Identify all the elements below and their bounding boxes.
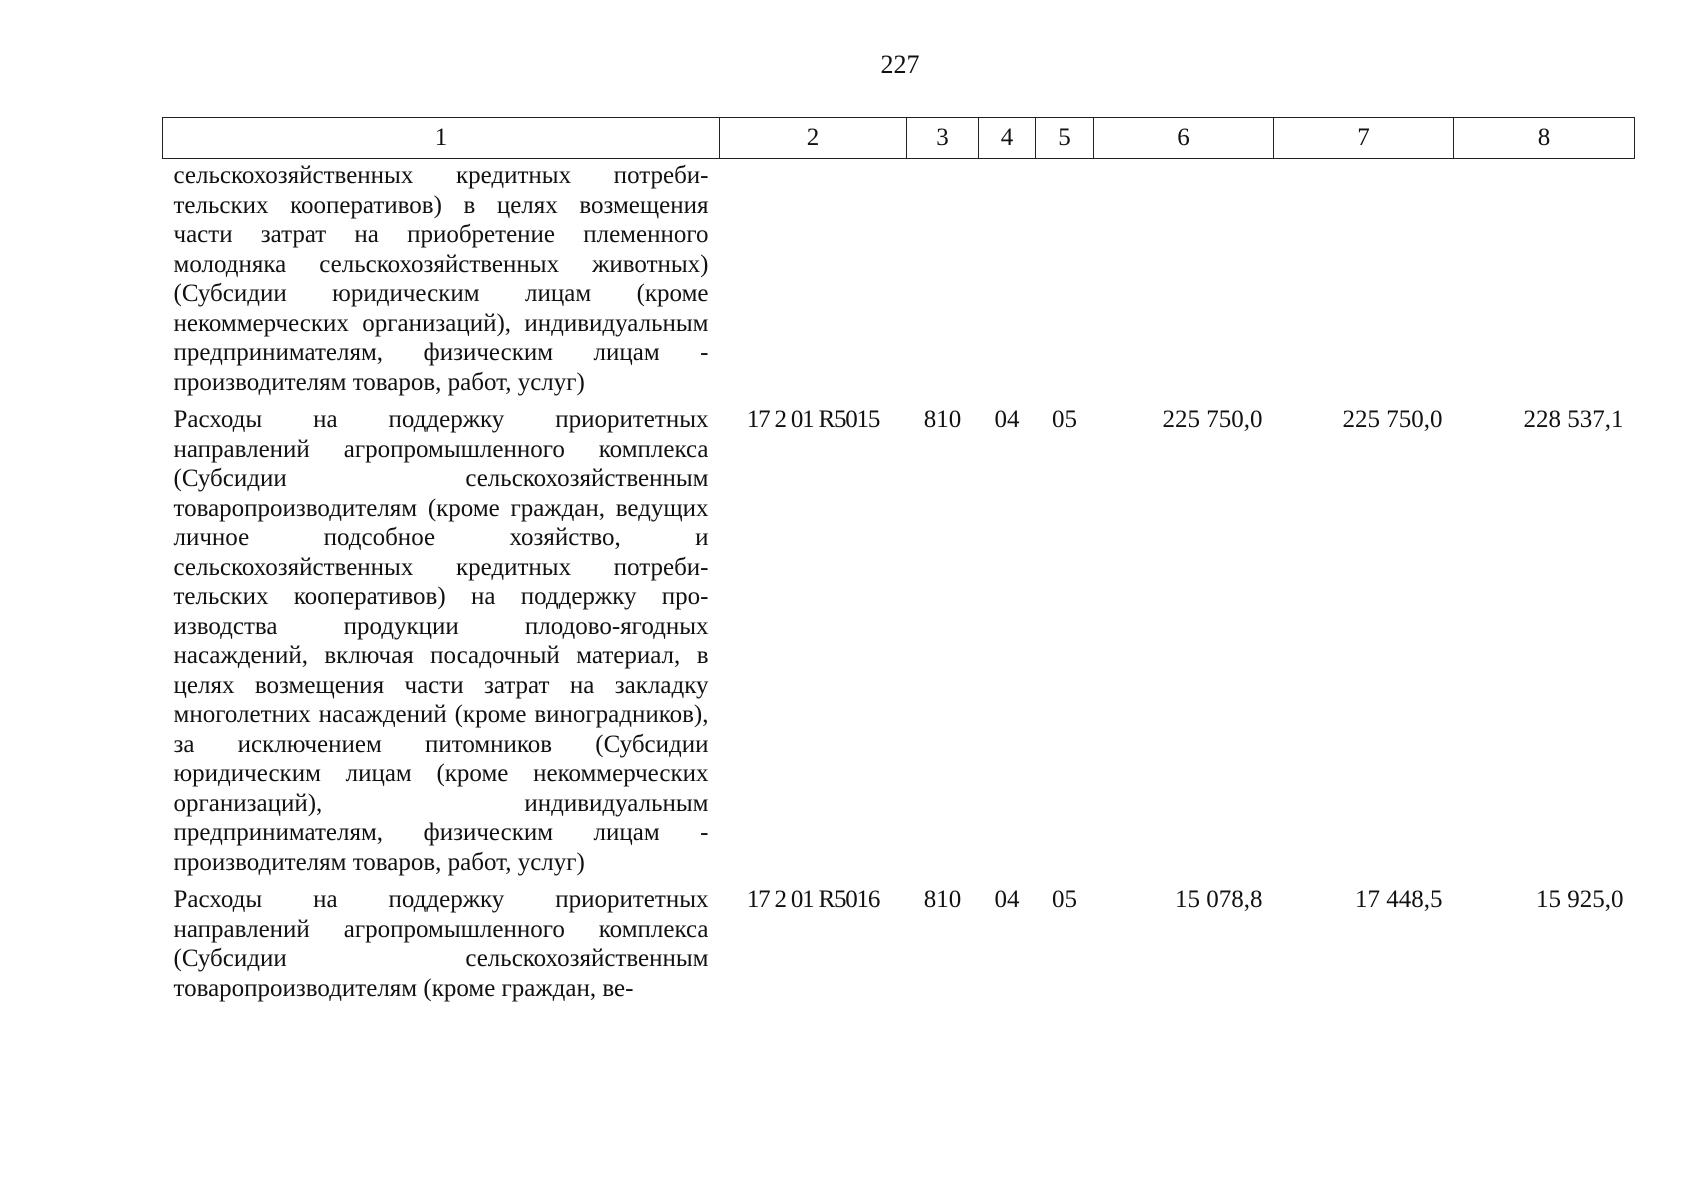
row-col-5: [1036, 159, 1094, 398]
row-col-4: [979, 159, 1036, 398]
row-code: [720, 159, 907, 398]
row-col-4: 04: [994, 406, 1020, 433]
row-description: Расходы на поддержку приоритетных направлений агропромышленного комплекса (Субсидии сельскохозяйственным товаропроизводителям (кроме граждан, ведущих личное подсобное хозяйство, и сельскохозяйственных кредитных потребительских кооперативов) на поддержку производства продукции плодово-ягодных насаждений, включая посадочный материал, в целях возмещения части затрат на закладку многолетних насаждений (кроме виноградников), за исключением питомников (Субсидии юридическим лицам (кроме некоммерческих организаций), индивидуальным предпринимателям, физическим лицам - производителям товаров, работ, услуг): [173, 406, 709, 876]
row-description: сельскохозяйственных кредитных потребительских кооперативов) в целях возмещения части затрат на приобретение племенного молодняка сельскохозяйственных животных) (Субсидии юридическим лицам (кроме некоммерческих организаций), индивидуальным предпринимателям, физическим лицам - производителям товаров, работ, услуг): [173, 162, 709, 396]
row-description: Расходы на поддержку приоритетных направлений агропромышленного комплекса (Субсидии сельскохозяйственным товаропроизводителям (кроме граждан, ве-: [173, 886, 709, 1002]
row-col-3: [907, 159, 979, 398]
row-value-7: 225 750,0: [1342, 406, 1443, 433]
header-col-3: 3: [907, 118, 979, 159]
row-col-3: 810: [923, 406, 962, 433]
table-row: [163, 159, 1635, 398]
header-col-8: 8: [1454, 118, 1635, 159]
row-value-6: 15 078,8: [1175, 886, 1263, 913]
header-col-1: 1: [163, 118, 720, 159]
header-col-5: 5: [1036, 118, 1094, 159]
row-value-6: 225 750,0: [1162, 406, 1263, 433]
header-row: [163, 118, 1635, 159]
row-value-8: 228 537,1: [1523, 406, 1624, 433]
row-value-7: [1274, 159, 1454, 398]
header-col-2: 2: [720, 118, 907, 159]
table-row: [163, 877, 1635, 1003]
budget-table: [162, 117, 1635, 1003]
page-number: 227: [880, 50, 920, 79]
row-col-5: 05: [1052, 886, 1077, 913]
table-header: [163, 118, 1635, 159]
row-col-4: 04: [994, 886, 1020, 913]
row-code: 17 2 01 R5016: [746, 886, 880, 913]
table-row: [163, 397, 1635, 877]
row-value-8: 15 925,0: [1536, 886, 1624, 913]
row-col-3: 810: [923, 886, 962, 913]
row-code: 17 2 01 R5015: [746, 406, 880, 433]
row-value-6: [1094, 159, 1274, 398]
row-value-7: 17 448,5: [1355, 886, 1443, 913]
header-col-6: 6: [1094, 118, 1274, 159]
row-value-8: [1454, 159, 1635, 398]
header-col-4: 4: [979, 118, 1036, 159]
row-col-5: 05: [1052, 406, 1077, 433]
header-col-7: 7: [1274, 118, 1454, 159]
